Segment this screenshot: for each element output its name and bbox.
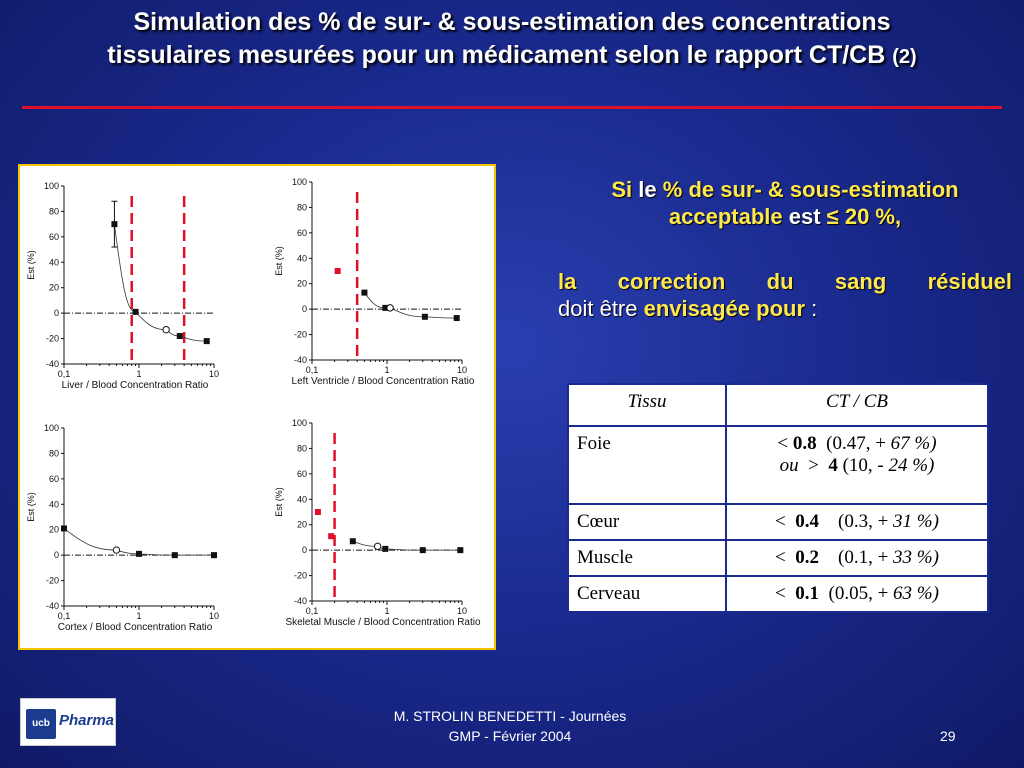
ratio-cell: [726, 540, 988, 576]
conclusion-paragraph-2: [558, 295, 1012, 322]
envisagee-text: envisagée pour: [643, 296, 806, 321]
y-tick-label: -20: [293, 329, 307, 340]
x-tick-label: 1: [384, 606, 390, 616]
red-data-point: [328, 533, 334, 539]
data-point: [113, 547, 119, 553]
ou-word: ou: [779, 455, 799, 476]
y-tick-label: 20: [296, 519, 307, 530]
le-word: le: [638, 177, 657, 202]
y-tick-label: 80: [48, 448, 59, 459]
data-point: [163, 326, 169, 332]
y-tick-label: 60: [296, 468, 307, 479]
conclusion-text: [558, 176, 1012, 322]
x-tick-label: 10: [456, 365, 468, 375]
data-point: [111, 221, 117, 227]
x-tick-label: 0,1: [57, 369, 71, 379]
charts-svg: [20, 166, 494, 648]
table-row: [568, 504, 988, 540]
data-point: [382, 546, 388, 552]
red-data-point: [335, 268, 341, 274]
y-tick-label: -40: [45, 601, 59, 611]
y-tick-label: 60: [296, 227, 307, 238]
paren-b: 67 %): [890, 433, 937, 454]
data-point: [454, 315, 460, 321]
fit-curve: [353, 541, 461, 550]
y-tick-label: 20: [296, 278, 307, 289]
y-tick-label: -20: [45, 575, 59, 586]
paren-a: (0.05, +: [828, 583, 889, 604]
ratio-cell: [726, 504, 988, 540]
title-suffix: (2): [892, 46, 917, 68]
footer-line-1: M. STROLIN BENEDETTI - Journées: [393, 708, 627, 724]
data-point: [136, 551, 142, 557]
paren-a: (0.47, +: [826, 433, 886, 454]
y-axis-title: Est (%): [26, 250, 36, 280]
title-line-2-text: tissulaires mesurées pour un médicament selon le rapport CT/CB: [107, 41, 886, 69]
op-symbol: <: [777, 433, 789, 454]
y-tick-label: 0: [53, 308, 59, 319]
y-tick-label: 80: [296, 202, 307, 213]
paren-a-2: (10, -: [842, 455, 884, 476]
title-line-1: Simulation des % de sur- & sous-estimation des concentrations: [133, 8, 891, 36]
ratio-value: 0.8: [792, 433, 817, 454]
y-tick-label: 20: [48, 282, 59, 293]
header-tissu: Tissu: [568, 384, 726, 426]
page-number: 29: [940, 728, 956, 744]
x-tick-label: 10: [208, 369, 220, 379]
data-point: [204, 338, 210, 344]
data-point: [211, 552, 217, 558]
data-point: [361, 290, 367, 296]
x-tick-label: 0,1: [305, 365, 319, 375]
y-axis-title: Est (%): [274, 487, 284, 517]
y-tick-label: 100: [43, 181, 59, 191]
y-tick-label: -40: [45, 359, 59, 369]
charts-panel: [18, 164, 496, 650]
y-tick-label: 0: [301, 304, 307, 315]
x-tick-label: 0,1: [305, 606, 319, 616]
title-rule: [22, 106, 1002, 109]
red-data-point: [315, 509, 321, 515]
data-point: [374, 543, 380, 549]
table-row: [568, 540, 988, 576]
y-tick-label: 40: [48, 499, 59, 510]
estimation-highlight: % de sur- & sous-estimation acceptable: [662, 177, 959, 229]
title-line-2: [0, 39, 1024, 74]
ratio-value: 0.4: [795, 511, 819, 532]
ratio-cell: [726, 426, 988, 504]
ratio-line-2: [735, 455, 979, 477]
table-row: [568, 576, 988, 612]
op-symbol: <: [775, 583, 786, 604]
threshold-value: ≤ 20 %,: [826, 204, 902, 229]
slide-title: [0, 6, 1024, 74]
colon-text: :: [811, 296, 818, 321]
ucb-mark: ucb: [26, 709, 56, 739]
x-axis-title: Cortex / Blood Concentration Ratio: [57, 622, 213, 633]
footer: [340, 706, 680, 746]
y-axis-title: Est (%): [26, 492, 36, 522]
y-tick-label: 80: [48, 206, 59, 217]
correction-highlight: la correction du sang résiduel: [558, 269, 1012, 294]
est-word: est: [788, 204, 821, 229]
paren-b-2: 24 %): [888, 455, 935, 476]
data-point: [422, 314, 428, 320]
fit-curve: [364, 293, 456, 318]
data-point: [350, 538, 356, 544]
tissu-cell: Cœur: [568, 504, 726, 540]
si-word: Si: [611, 177, 633, 202]
ratio-table: [567, 383, 989, 613]
op-symbol-2: >: [808, 455, 819, 476]
fit-curve: [114, 224, 206, 341]
data-point: [133, 309, 139, 315]
paren-a: (0.3, +: [838, 511, 889, 532]
y-tick-label: 100: [291, 418, 307, 428]
x-axis-title: Left Ventricle / Blood Concentration Ratio: [291, 376, 475, 387]
ucb-pharma-logo: [20, 698, 116, 746]
pharma-text: Pharma: [59, 712, 115, 729]
y-tick-label: -20: [293, 570, 307, 581]
x-tick-label: 10: [456, 606, 468, 616]
ratio-cell: [726, 576, 988, 612]
y-tick-label: 60: [48, 231, 59, 242]
y-tick-label: -40: [293, 355, 307, 365]
tissu-cell: Foie: [568, 426, 726, 504]
x-axis-title: Skeletal Muscle / Blood Concentration Ratio: [285, 617, 481, 628]
y-tick-label: 40: [296, 253, 307, 264]
data-point: [387, 305, 393, 311]
tissu-cell: Muscle: [568, 540, 726, 576]
y-axis-title: Est (%): [274, 246, 284, 276]
x-axis-title: Liver / Blood Concentration Ratio: [61, 380, 209, 391]
op-symbol: <: [775, 511, 786, 532]
x-tick-label: 0,1: [57, 611, 71, 621]
header-ratio: CT / CB: [726, 384, 988, 426]
x-tick-label: 1: [384, 365, 390, 375]
x-tick-label: 10: [208, 611, 220, 621]
doit-etre-text: doit être: [558, 296, 638, 321]
ratio-value: 0.1: [795, 583, 819, 604]
data-point: [61, 525, 67, 531]
paren-b: 63 %): [893, 583, 939, 604]
y-tick-label: 0: [301, 545, 307, 556]
y-tick-label: -20: [45, 333, 59, 344]
ratio-value-2: 4: [828, 455, 838, 476]
y-tick-label: 60: [48, 473, 59, 484]
op-symbol: <: [775, 547, 786, 568]
table-header-row: [568, 384, 988, 426]
data-point: [177, 333, 183, 339]
y-tick-label: 100: [43, 423, 59, 433]
y-tick-label: -40: [293, 596, 307, 606]
data-point: [420, 547, 426, 553]
x-tick-label: 1: [136, 369, 142, 379]
x-tick-label: 1: [136, 611, 142, 621]
tissu-cell: Cerveau: [568, 576, 726, 612]
y-tick-label: 80: [296, 443, 307, 454]
y-tick-label: 100: [291, 177, 307, 187]
conclusion-paragraph-1: [558, 176, 1012, 230]
ratio-line-1: [735, 433, 979, 455]
y-tick-label: 0: [53, 550, 59, 561]
y-tick-label: 40: [48, 257, 59, 268]
y-tick-label: 20: [48, 524, 59, 535]
footer-line-2: GMP - Février 2004: [448, 728, 572, 744]
paren-a: (0.1, +: [838, 547, 889, 568]
data-point: [172, 552, 178, 558]
paren-b: 33 %): [893, 547, 939, 568]
ratio-value: 0.2: [795, 547, 819, 568]
table-row: [568, 426, 988, 504]
data-point: [457, 547, 463, 553]
paren-b: 31 %): [893, 511, 939, 532]
y-tick-label: 40: [296, 494, 307, 505]
